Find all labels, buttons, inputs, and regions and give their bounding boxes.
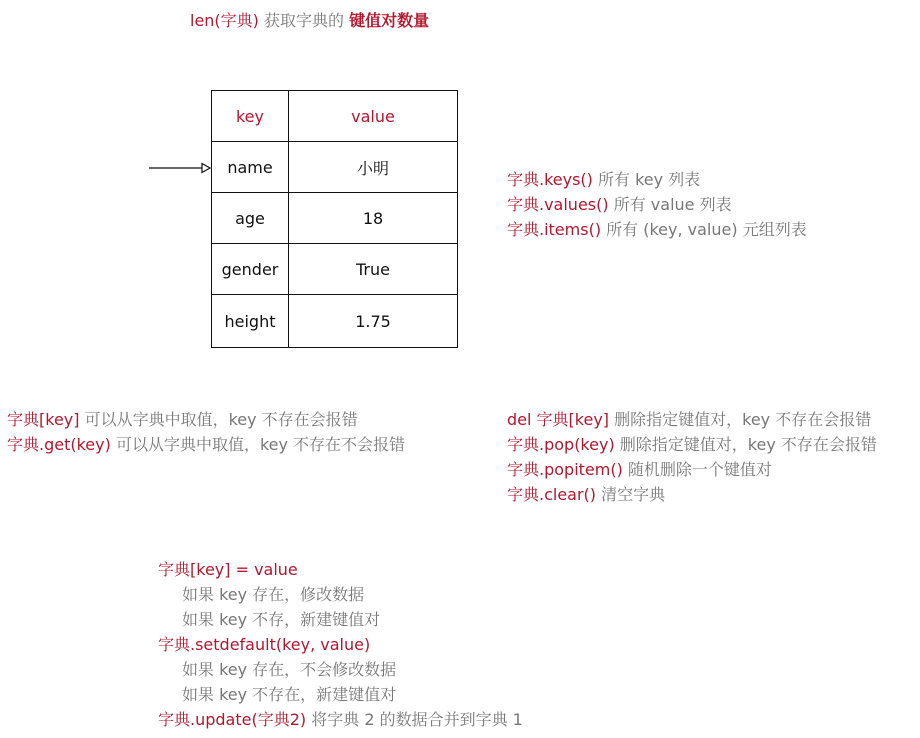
row-key: age [212, 193, 289, 243]
pop-method [507, 435, 877, 455]
dict-table [211, 90, 458, 348]
method-desc: 删除指定键值对，key 不存在会报错 [609, 410, 872, 429]
index-access [7, 410, 358, 430]
method-code: 字典.update(字典2) [158, 710, 307, 729]
row-value: 小明 [356, 158, 389, 178]
method-code: 字典.popitem() [507, 460, 623, 479]
header-value: value [351, 106, 395, 126]
assign-note: 如果 key 存在，修改数据 [182, 585, 365, 604]
setdefault-note: 如果 key 不存在，新建键值对 [182, 685, 397, 704]
method-desc: 可以从字典中取值，key 不存在会报错 [79, 410, 358, 429]
arrow-right-icon [148, 161, 214, 175]
values-method [507, 195, 732, 215]
row-key: name [212, 142, 289, 192]
method-code: del 字典[key] [507, 410, 610, 429]
row-key: height [212, 295, 289, 347]
setdefault-note: 如果 key 存在，不会修改数据 [182, 660, 397, 679]
table-row [212, 142, 457, 193]
table-header-row [212, 91, 457, 142]
len-function: len(字典) [190, 11, 259, 30]
method-code: 字典.clear() [507, 485, 597, 504]
items-method [507, 220, 807, 240]
assign-note: 如果 key 不存，新建键值对 [182, 610, 381, 629]
table-row [212, 295, 457, 347]
method-code: 字典.pop(key) [507, 435, 615, 454]
method-code: 字典.items() [507, 220, 602, 239]
table-row [212, 244, 457, 295]
method-code: 字典[key] [7, 410, 80, 429]
row-key: gender [212, 244, 289, 294]
method-desc: 清空字典 [596, 485, 666, 504]
header-key: key [212, 91, 289, 141]
method-desc: 所有 key 列表 [592, 170, 701, 189]
clear-method [507, 485, 665, 505]
get-method [7, 435, 405, 455]
popitem-method [507, 460, 772, 480]
method-desc: 将字典 2 的数据合并到字典 1 [306, 710, 523, 729]
method-desc: 所有 (key, value) 元组列表 [601, 220, 807, 239]
update-method [158, 710, 523, 730]
row-value: 1.75 [355, 311, 391, 331]
title-emphasis: 键值对数量 [349, 11, 430, 30]
method-code: 字典.keys() [507, 170, 593, 189]
del-statement [507, 410, 871, 430]
method-desc: 所有 value 列表 [608, 195, 732, 214]
method-desc: 随机删除一个键值对 [622, 460, 772, 479]
setdefault-method: 字典.setdefault(key, value) [158, 635, 371, 654]
method-code: 字典.get(key) [7, 435, 111, 454]
row-value: 18 [362, 208, 384, 228]
keys-method [507, 170, 700, 190]
table-row [212, 193, 457, 244]
page-title [190, 11, 429, 31]
method-desc: 可以从字典中取值，key 不存在不会报错 [110, 435, 406, 454]
method-code: 字典.values() [507, 195, 609, 214]
assign-statement: 字典[key] = value [158, 560, 298, 579]
row-value: True [356, 259, 390, 279]
method-desc: 删除指定键值对，key 不存在会报错 [614, 435, 877, 454]
title-text: 获取字典的 [258, 11, 350, 30]
